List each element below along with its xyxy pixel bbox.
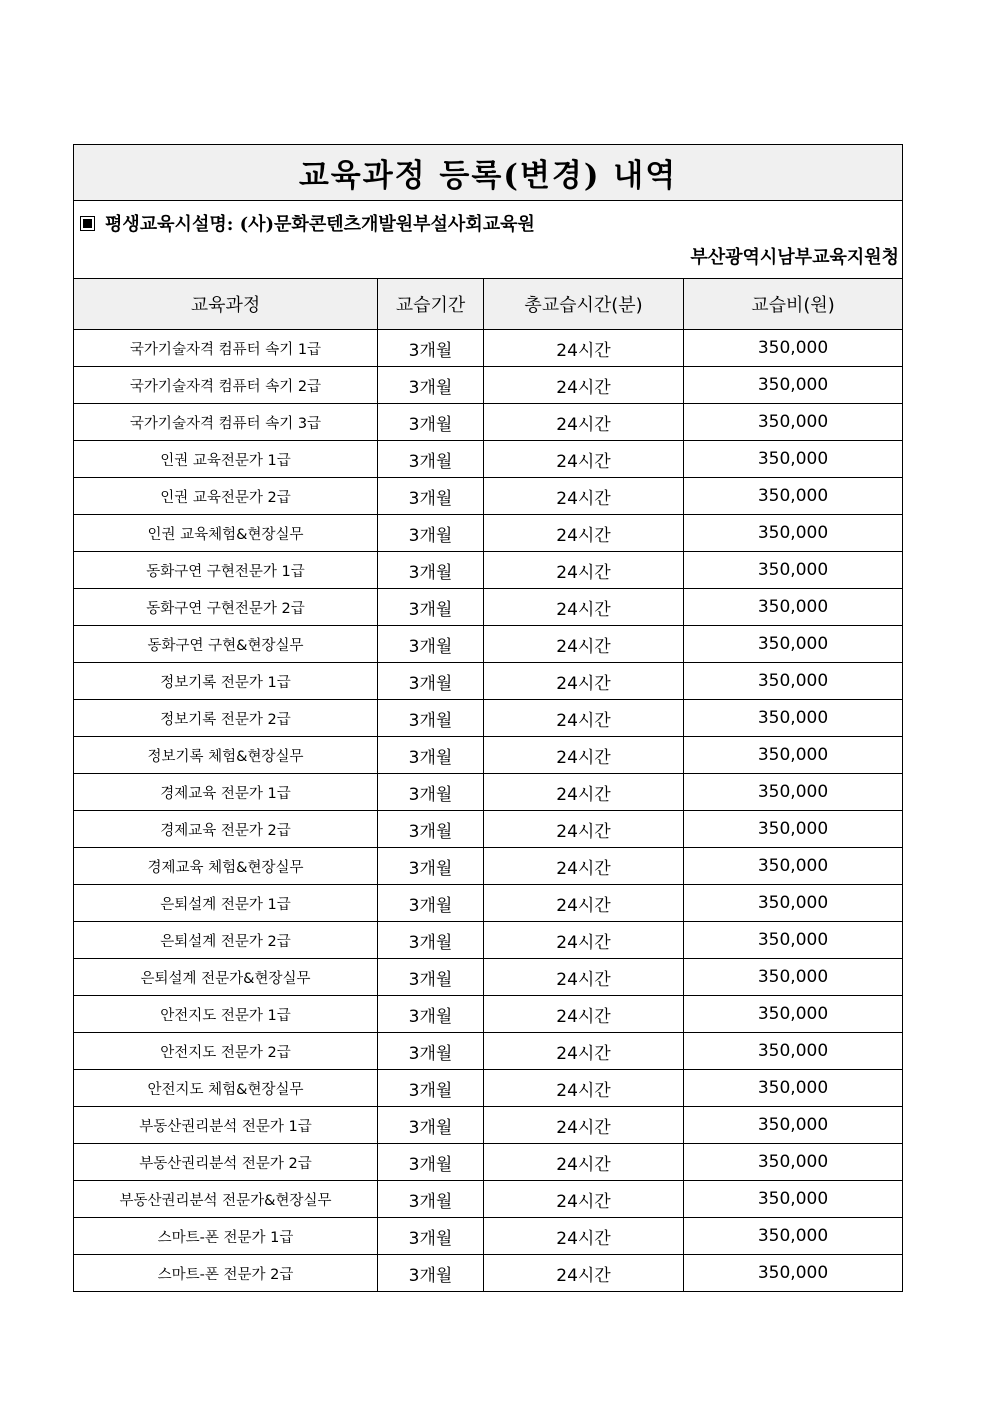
course-name-cell: 동화구연 구현&현장실무 (74, 626, 378, 663)
course-registration-table (73, 144, 903, 1292)
table-row (74, 1033, 903, 1070)
total-hours-cell: 24시간 (484, 589, 684, 626)
table-row (74, 811, 903, 848)
table-row (74, 848, 903, 885)
period-cell: 3개월 (378, 1070, 484, 1107)
table-row (74, 515, 903, 552)
period-cell: 3개월 (378, 552, 484, 589)
total-hours-cell: 24시간 (484, 367, 684, 404)
course-name-cell: 부동산권리분석 전문가&현장실무 (74, 1181, 378, 1218)
fee-cell: 350,000 (684, 478, 903, 515)
course-name-cell: 동화구연 구현전문가 1급 (74, 552, 378, 589)
period-cell: 3개월 (378, 1218, 484, 1255)
table-row (74, 404, 903, 441)
period-cell: 3개월 (378, 996, 484, 1033)
fee-cell: 350,000 (684, 1107, 903, 1144)
period-cell: 3개월 (378, 811, 484, 848)
course-name-cell: 스마트-폰 전문가 1급 (74, 1218, 378, 1255)
period-cell: 3개월 (378, 478, 484, 515)
period-cell: 3개월 (378, 404, 484, 441)
course-name-cell: 국가기술자격 컴퓨터 속기 3급 (74, 404, 378, 441)
total-hours-cell: 24시간 (484, 1255, 684, 1292)
period-cell: 3개월 (378, 1181, 484, 1218)
table-row (74, 441, 903, 478)
period-cell: 3개월 (378, 959, 484, 996)
total-hours-cell: 24시간 (484, 1218, 684, 1255)
period-cell: 3개월 (378, 885, 484, 922)
course-name-cell: 인권 교육체험&현장실무 (74, 515, 378, 552)
fee-cell: 350,000 (684, 404, 903, 441)
total-hours-cell: 24시간 (484, 774, 684, 811)
total-hours-cell: 24시간 (484, 959, 684, 996)
period-cell: 3개월 (378, 441, 484, 478)
course-name-cell: 인권 교육전문가 1급 (74, 441, 378, 478)
total-hours-cell: 24시간 (484, 330, 684, 367)
total-hours-cell: 24시간 (484, 626, 684, 663)
total-hours-cell: 24시간 (484, 441, 684, 478)
table-row (74, 996, 903, 1033)
course-name-cell: 경제교육 전문가 1급 (74, 774, 378, 811)
total-hours-cell: 24시간 (484, 663, 684, 700)
period-cell: 3개월 (378, 774, 484, 811)
course-name-cell: 정보기록 체험&현장실무 (74, 737, 378, 774)
fee-cell: 350,000 (684, 774, 903, 811)
table-row (74, 922, 903, 959)
period-cell: 3개월 (378, 922, 484, 959)
total-hours-cell: 24시간 (484, 700, 684, 737)
fee-cell: 350,000 (684, 737, 903, 774)
total-hours-cell: 24시간 (484, 404, 684, 441)
total-hours-cell: 24시간 (484, 996, 684, 1033)
fee-cell: 350,000 (684, 626, 903, 663)
period-cell: 3개월 (378, 1033, 484, 1070)
total-hours-cell: 24시간 (484, 515, 684, 552)
period-cell: 3개월 (378, 330, 484, 367)
total-hours-cell: 24시간 (484, 737, 684, 774)
document-title: 교육과정 등록(변경) 내역 (74, 145, 903, 201)
course-name-cell: 경제교육 전문가 2급 (74, 811, 378, 848)
table-row (74, 1144, 903, 1181)
course-name-cell: 부동산권리분석 전문가 2급 (74, 1144, 378, 1181)
course-name-cell: 은퇴설계 전문가&현장실무 (74, 959, 378, 996)
course-name-cell: 부동산권리분석 전문가 1급 (74, 1107, 378, 1144)
fee-cell: 350,000 (684, 367, 903, 404)
total-hours-cell: 24시간 (484, 1033, 684, 1070)
total-hours-cell: 24시간 (484, 885, 684, 922)
course-name-cell: 국가기술자격 컴퓨터 속기 2급 (74, 367, 378, 404)
period-cell: 3개월 (378, 626, 484, 663)
table-row (74, 1181, 903, 1218)
fee-cell: 350,000 (684, 811, 903, 848)
table-row (74, 1255, 903, 1292)
fee-cell: 350,000 (684, 959, 903, 996)
total-hours-cell: 24시간 (484, 922, 684, 959)
period-cell: 3개월 (378, 1255, 484, 1292)
table-header-row (74, 279, 903, 330)
period-cell: 3개월 (378, 1144, 484, 1181)
fee-cell: 350,000 (684, 552, 903, 589)
course-name-cell: 안전지도 체험&현장실무 (74, 1070, 378, 1107)
total-hours-cell: 24시간 (484, 811, 684, 848)
square-bullet-icon (80, 216, 95, 231)
course-name-cell: 안전지도 전문가 1급 (74, 996, 378, 1033)
education-office: 부산광역시남부교육지원청 (690, 247, 900, 268)
course-name-cell: 국가기술자격 컴퓨터 속기 1급 (74, 330, 378, 367)
total-hours-cell: 24시간 (484, 552, 684, 589)
fee-cell: 350,000 (684, 663, 903, 700)
course-name-cell: 정보기록 전문가 1급 (74, 663, 378, 700)
fee-cell: 350,000 (684, 700, 903, 737)
fee-cell: 350,000 (684, 885, 903, 922)
table-row (74, 1218, 903, 1255)
course-name-cell: 동화구연 구현전문가 2급 (74, 589, 378, 626)
fee-cell: 350,000 (684, 1070, 903, 1107)
table-row (74, 478, 903, 515)
fee-cell: 350,000 (684, 922, 903, 959)
header-period: 교습기간 (378, 279, 484, 330)
table-row (74, 737, 903, 774)
fee-cell: 350,000 (684, 1144, 903, 1181)
table-row (74, 1070, 903, 1107)
fee-cell: 350,000 (684, 848, 903, 885)
fee-cell: 350,000 (684, 1033, 903, 1070)
fee-cell: 350,000 (684, 589, 903, 626)
total-hours-cell: 24시간 (484, 478, 684, 515)
fee-cell: 350,000 (684, 1255, 903, 1292)
period-cell: 3개월 (378, 589, 484, 626)
fee-cell: 350,000 (684, 996, 903, 1033)
fee-cell: 350,000 (684, 330, 903, 367)
course-name-cell: 인권 교육전문가 2급 (74, 478, 378, 515)
period-cell: 3개월 (378, 737, 484, 774)
course-name-cell: 은퇴설계 전문가 2급 (74, 922, 378, 959)
total-hours-cell: 24시간 (484, 1070, 684, 1107)
table-row (74, 774, 903, 811)
course-name-cell: 은퇴설계 전문가 1급 (74, 885, 378, 922)
table-row (74, 626, 903, 663)
course-name-cell: 정보기록 전문가 2급 (74, 700, 378, 737)
facility-info (74, 201, 903, 279)
table-row (74, 330, 903, 367)
course-name-cell: 안전지도 전문가 2급 (74, 1033, 378, 1070)
table-row (74, 885, 903, 922)
total-hours-cell: 24시간 (484, 848, 684, 885)
table-row (74, 367, 903, 404)
total-hours-cell: 24시간 (484, 1181, 684, 1218)
table-row (74, 1107, 903, 1144)
course-name-cell: 스마트-폰 전문가 2급 (74, 1255, 378, 1292)
header-course: 교육과정 (74, 279, 378, 330)
total-hours-cell: 24시간 (484, 1144, 684, 1181)
period-cell: 3개월 (378, 515, 484, 552)
table-row (74, 589, 903, 626)
period-cell: 3개월 (378, 367, 484, 404)
header-fee: 교습비(원) (684, 279, 903, 330)
period-cell: 3개월 (378, 700, 484, 737)
table-row (74, 552, 903, 589)
fee-cell: 350,000 (684, 515, 903, 552)
total-hours-cell: 24시간 (484, 1107, 684, 1144)
fee-cell: 350,000 (684, 1218, 903, 1255)
fee-cell: 350,000 (684, 1181, 903, 1218)
period-cell: 3개월 (378, 1107, 484, 1144)
course-name-cell: 경제교육 체험&현장실무 (74, 848, 378, 885)
table-row (74, 663, 903, 700)
facility-name: 평생교육시설명: (사)문화콘텐츠개발원부설사회교육원 (105, 214, 535, 235)
table-row (74, 700, 903, 737)
period-cell: 3개월 (378, 663, 484, 700)
table-row (74, 959, 903, 996)
fee-cell: 350,000 (684, 441, 903, 478)
header-total-hours: 총교습시간(분) (484, 279, 684, 330)
period-cell: 3개월 (378, 848, 484, 885)
